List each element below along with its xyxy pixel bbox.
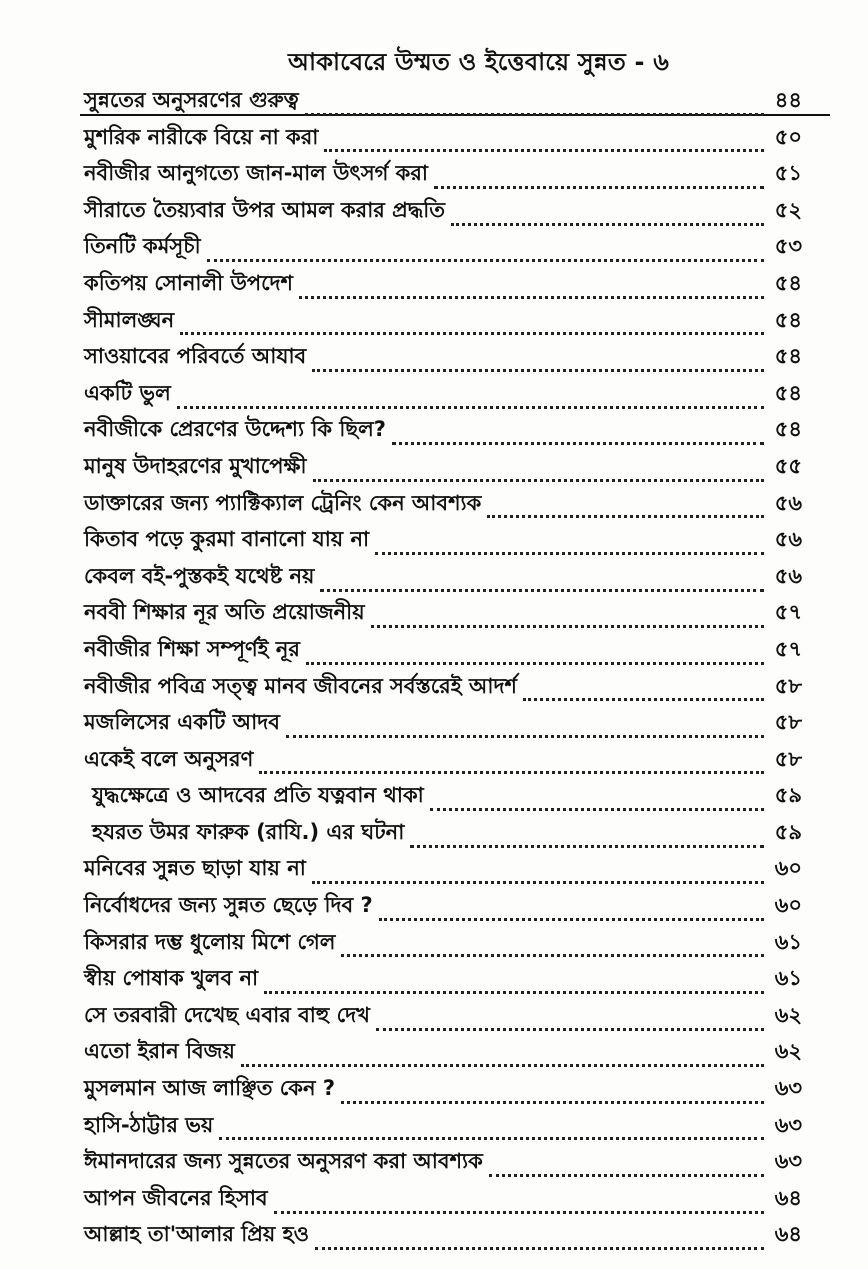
- toc-entry-title: এতো ইরান বিজয়: [84, 1039, 235, 1064]
- dot-leader: [286, 715, 764, 738]
- toc-entry: [84, 1143, 802, 1180]
- toc-entry-title: মুশরিক নারীকে বিয়ে না করা: [84, 124, 319, 149]
- toc-entry-title: কিতাব পড়ে কুরমা বানানো যায় না: [84, 527, 370, 552]
- toc-entry-page-number: ৫৮: [774, 710, 802, 735]
- toc-entry: [84, 1180, 802, 1217]
- toc-entry-page-number: ৫৭: [774, 636, 802, 661]
- toc-entry-page-number: ৬৩: [774, 1076, 802, 1101]
- dot-leader: [487, 495, 764, 518]
- dot-leader: [299, 276, 764, 299]
- toc-entry-title: হযরত উমর ফারুক (রাযি.) এর ঘটনা: [92, 819, 405, 844]
- dot-leader: [177, 386, 764, 409]
- dot-leader: [320, 569, 764, 592]
- toc-entry-title: আল্লাহ তা'আলার প্রিয় হও: [84, 1222, 310, 1247]
- dot-leader: [259, 751, 764, 774]
- toc-entry: [84, 887, 802, 924]
- dot-leader: [430, 788, 764, 811]
- toc-entry: [84, 631, 802, 668]
- dot-leader: [180, 312, 764, 335]
- toc-entry: [84, 668, 802, 705]
- dot-leader: [375, 532, 764, 555]
- toc-entry: [84, 338, 802, 375]
- toc-entry-page-number: ৫৩: [774, 234, 802, 259]
- toc-entry-page-number: ৫৯: [774, 819, 802, 844]
- toc-entry: [84, 485, 802, 522]
- toc-entry-title: কিসরার দম্ভ ধুলোয় মিশে গেল: [84, 929, 336, 954]
- toc-entry-page-number: ৬০: [774, 893, 802, 918]
- toc-entry-title: নবীজীর শিক্ষা সম্পূর্ণই নূর: [84, 636, 300, 661]
- toc-entry: [84, 850, 802, 887]
- dot-leader: [451, 203, 764, 226]
- toc-entry-title: তিনটি কর্মসূচী: [84, 234, 201, 259]
- toc-entry-title: মানুষ উদাহরণের মুখাপেক্ষী: [84, 453, 307, 478]
- toc-entry-title: কতিপয় সোনালী উপদেশ: [84, 270, 293, 295]
- toc-entry-title: নবীজীর পবিত্র সত্ত্ব মানব জীবনের সর্বস্তরেই আদর্শ: [84, 673, 517, 698]
- toc-entry-page-number: ৫০: [774, 124, 802, 149]
- toc-entry-title: মনিবের সুন্নত ছাড়া যায় না: [84, 856, 306, 881]
- toc-entry: [84, 814, 802, 851]
- dot-leader: [489, 1154, 764, 1177]
- toc-entry-title: কেবল বই-পুস্তকই যথেষ্ট নয়: [84, 563, 315, 588]
- toc-entry: [84, 411, 802, 448]
- toc-entry-page-number: ৫৭: [774, 600, 802, 625]
- toc-entry-page-number: ৫২: [774, 197, 802, 222]
- toc-entry: [84, 155, 802, 192]
- toc-entry: [84, 1107, 802, 1144]
- toc-entry-page-number: ৫৬: [774, 563, 802, 588]
- table-of-contents: [84, 82, 802, 1253]
- page-header: [0, 40, 868, 82]
- toc-entry-page-number: ৬৪: [774, 1185, 802, 1210]
- dot-leader: [312, 349, 764, 372]
- toc-entry-page-number: ৫৬: [774, 490, 802, 515]
- toc-entry-title: সুন্নতের অনুসরণের গুরুত্ব: [84, 88, 299, 112]
- toc-entry: [84, 704, 802, 741]
- toc-entry-page-number: ৫৪: [774, 344, 802, 369]
- toc-entry-page-number: ৬২: [774, 1002, 802, 1027]
- toc-entry-page-number: ৬১: [774, 929, 802, 954]
- dot-leader: [434, 166, 764, 189]
- toc-entry-page-number: ৬৪: [774, 1222, 802, 1247]
- toc-entry-page-number: ৫৪: [774, 380, 802, 405]
- toc-entry: [84, 997, 802, 1034]
- toc-entry: [84, 960, 802, 997]
- dot-leader: [312, 861, 764, 884]
- toc-entry-title: সাওয়াবের পরিবর্তে আযাব: [84, 344, 307, 369]
- toc-entry-title: সীরাতে তৈয়্যবার উপর আমল করার প্রদ্ধতি: [84, 197, 446, 222]
- toc-entry-title: নবীজীর আনুগত্যে জান-মাল উৎসর্গ করা: [84, 161, 428, 186]
- dot-leader: [379, 898, 764, 921]
- toc-entry: [84, 228, 802, 265]
- toc-entry: [84, 777, 802, 814]
- toc-entry: [84, 302, 802, 339]
- dot-leader: [274, 1191, 764, 1214]
- dot-leader: [523, 678, 764, 701]
- toc-entry: [84, 521, 802, 558]
- dot-leader: [207, 239, 764, 262]
- dot-leader: [306, 642, 764, 665]
- toc-entry: [84, 1216, 802, 1253]
- toc-entry-title: হাসি-ঠাট্টার ভয়: [84, 1112, 214, 1137]
- toc-entry: [84, 375, 802, 412]
- toc-entry: [84, 558, 802, 595]
- toc-entry: [84, 82, 802, 119]
- toc-entry: [84, 265, 802, 302]
- toc-entry: [84, 448, 802, 485]
- toc-entry-page-number: ৫৬: [774, 527, 802, 552]
- toc-entry: [84, 594, 802, 631]
- toc-entry-title: যুদ্ধক্ষেত্রে ও আদবের প্রতি যত্নবান থাকা: [92, 783, 424, 808]
- dot-leader: [371, 605, 764, 628]
- dot-leader: [315, 1227, 764, 1250]
- toc-entry-title: একেই বলে অনুসরণ: [84, 746, 254, 771]
- toc-entry-title: ঈমানদারের জন্য সুন্নতের অনুসরণ করা আবশ্যক: [84, 1149, 483, 1174]
- toc-entry: [84, 924, 802, 961]
- toc-entry-page-number: ৬০: [774, 856, 802, 881]
- toc-entry: [84, 1033, 802, 1070]
- dot-leader: [264, 971, 764, 994]
- toc-entry-page-number: ৫৪: [774, 270, 802, 295]
- dot-leader: [241, 1044, 764, 1067]
- toc-entry-title: আপন জীবনের হিসাব: [84, 1185, 268, 1210]
- running-header-title: আকাবেরে উম্মত ও ইত্তেবায়ে সুন্নত - ৬: [288, 48, 670, 76]
- toc-entry-title: স্বীয় পোষাক খুলব না: [84, 966, 259, 991]
- toc-entry-page-number: ৬৩: [774, 1112, 802, 1137]
- toc-entry-page-number: ৬১: [774, 966, 802, 991]
- toc-entry-title: মুসলমান আজ লাঞ্ছিত কেন ?: [84, 1076, 336, 1101]
- toc-entry-title: নির্বোধদের জন্য সুন্নত ছেড়ে দিব ?: [84, 893, 373, 918]
- toc-entry-page-number: ৪৪: [774, 88, 802, 112]
- toc-entry-page-number: ৬২: [774, 1039, 802, 1064]
- toc-entry-title: একটি ভুল: [84, 380, 171, 405]
- dot-leader: [392, 422, 764, 445]
- toc-entry: [84, 741, 802, 778]
- toc-entry-page-number: ৫৪: [774, 307, 802, 332]
- dot-leader: [376, 1008, 764, 1031]
- toc-entry-title: ডাক্তারের জন্য প্যাক্টিক্যাল ট্রেনিং কেন আবশ্যক: [84, 490, 482, 515]
- dot-leader: [410, 825, 764, 848]
- toc-entry-page-number: ৫৪: [774, 417, 802, 442]
- toc-entry-title: নববী শিক্ষার নূর অতি প্রয়োজনীয়: [84, 600, 365, 625]
- dot-leader: [219, 1117, 764, 1140]
- toc-entry-page-number: ৬৩: [774, 1149, 802, 1174]
- toc-entry: [84, 192, 802, 229]
- dot-leader: [341, 1081, 764, 1104]
- toc-entry-page-number: ৫৮: [774, 673, 802, 698]
- toc-entry-title: মজলিসের একটি আদব: [84, 710, 280, 735]
- dot-leader: [341, 934, 764, 957]
- toc-entry-title: সীমালঙ্ঘন: [84, 307, 175, 332]
- toc-entry-page-number: ৫৮: [774, 746, 802, 771]
- toc-entry: [84, 119, 802, 156]
- toc-entry-title: সে তরবারী দেখেছ এবার বাহু দেখ: [84, 1002, 370, 1027]
- dot-leader: [324, 129, 764, 152]
- toc-entry-page-number: ৫৫: [774, 453, 802, 478]
- toc-entry-page-number: ৫১: [774, 161, 802, 186]
- toc-entry-page-number: ৫৯: [774, 783, 802, 808]
- toc-entry-title: নবীজীকে প্রেরণের উদ্দেশ্য কি ছিল?: [84, 417, 386, 442]
- dot-leader: [305, 93, 764, 116]
- toc-entry: [84, 1070, 802, 1107]
- dot-leader: [313, 459, 765, 482]
